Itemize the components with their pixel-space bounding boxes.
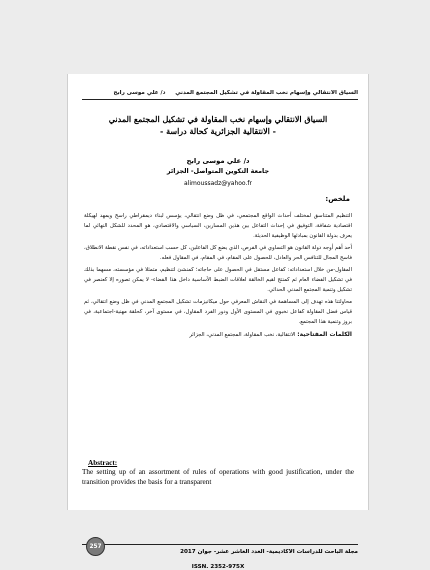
running-header-author: د/ علي موسى رابح (113, 90, 166, 96)
summary-paragraph: المقاول-من خلال استعداداته: كفاعل مستقل في الحصول على حاجاته؛ كمنشئ لتنظيم، متمثلا في مؤسسته، مسهما بذلك في تشكيل الفضاء العام ثم كمنتج لقيم الخالقة لعلاقات الضبط الأساسية داخل هذا الفضاء- لا يمكن تصوره إلا كعنصر في تشكيل وتنمية المجتمع المدني الحداثي. (84, 267, 352, 293)
author-name: د/ علي موسى رابح (186, 157, 250, 165)
abstract-label: Abstract: (88, 459, 118, 467)
journal-citation: مجلة الباحث للدراسات الأكاديمية- العدد العاشر عشر- جوان 2017 (180, 549, 358, 555)
article-title-subtitle: - الانتقالية الجزائرية كحالة دراسة - (159, 126, 276, 136)
keywords-line (84, 330, 352, 340)
running-header-title: السياق الانتقالي وإسهام نخب المقاولة في تشكيل المجتمع المدني (175, 90, 358, 96)
issn-number: ISSN. 2352-975X (191, 564, 245, 570)
summary-heading: ملخص: (325, 195, 350, 203)
abstract-text: The setting up of an assortment of rules of operations with good justification, under the transition provides the basis for a transparent (82, 468, 354, 486)
keywords-list: الانتقالية، نخب المقاولة، المجتمع المدني، الجزائر (189, 332, 296, 338)
running-header (82, 90, 358, 96)
keywords-label: الكلمات المفتاحية: (297, 331, 352, 338)
article-title-main: السياق الانتقالي وإسهام نخب المقاولة في تشكيل المجتمع المدني (108, 114, 328, 124)
article-title (86, 114, 350, 136)
author-email[interactable]: alimoussadz@yahoo.fr (184, 180, 252, 187)
summary-paragraph: محاولتنا هذه تهدف إلى المساهمة في النقاش المعرفي حول ميكانيزمات تشكيل المجتمع المدني في ظل وضع انتقالي، ثم قياس فضل المقاولة كفاعل نخبوي في المستوى الأول ودور الفرد المقاول، في مستوى آخر، كحلقة مهنية-اجتماعية، في بروز وتنمية هذا المجتمع. (84, 299, 352, 325)
summary-paragraph: التنظيم المتناسق لمختلف أحداث الواقع المجتمعي، في ظل وضع انتقالي، يؤسس لبناء ديمقراطي راسخ ويمهد لهيكلة اقتصادية شفافة، التوفيق في إحداث التفاعل بين هذين المسارين، السياسي والاقتصادي، هو المحدد للشكل النهائي لما يعرف بدولة القانون بمبادئها الوظيفية الحديثة. (84, 213, 352, 239)
summary-paragraph: أحد أهم أوجه دولة القانون هو التساوي في الفرص، الذي يضع كل الفاعلين، كل حسب استعداداته، في نفس نقطة الانطلاق، فاسح المجال للتنافس الحر والعادل، للحصول على المقام، في المقام، في المقاول فعله. (84, 245, 352, 261)
summary-body (84, 211, 352, 342)
page-number-badge: 257 (86, 537, 105, 556)
document-page (67, 74, 369, 570)
english-abstract (82, 459, 354, 487)
header-divider (82, 99, 358, 100)
footer-divider (82, 544, 358, 545)
author-affiliation: جامعة التكوين المتواصل- الجزائر (166, 167, 270, 175)
